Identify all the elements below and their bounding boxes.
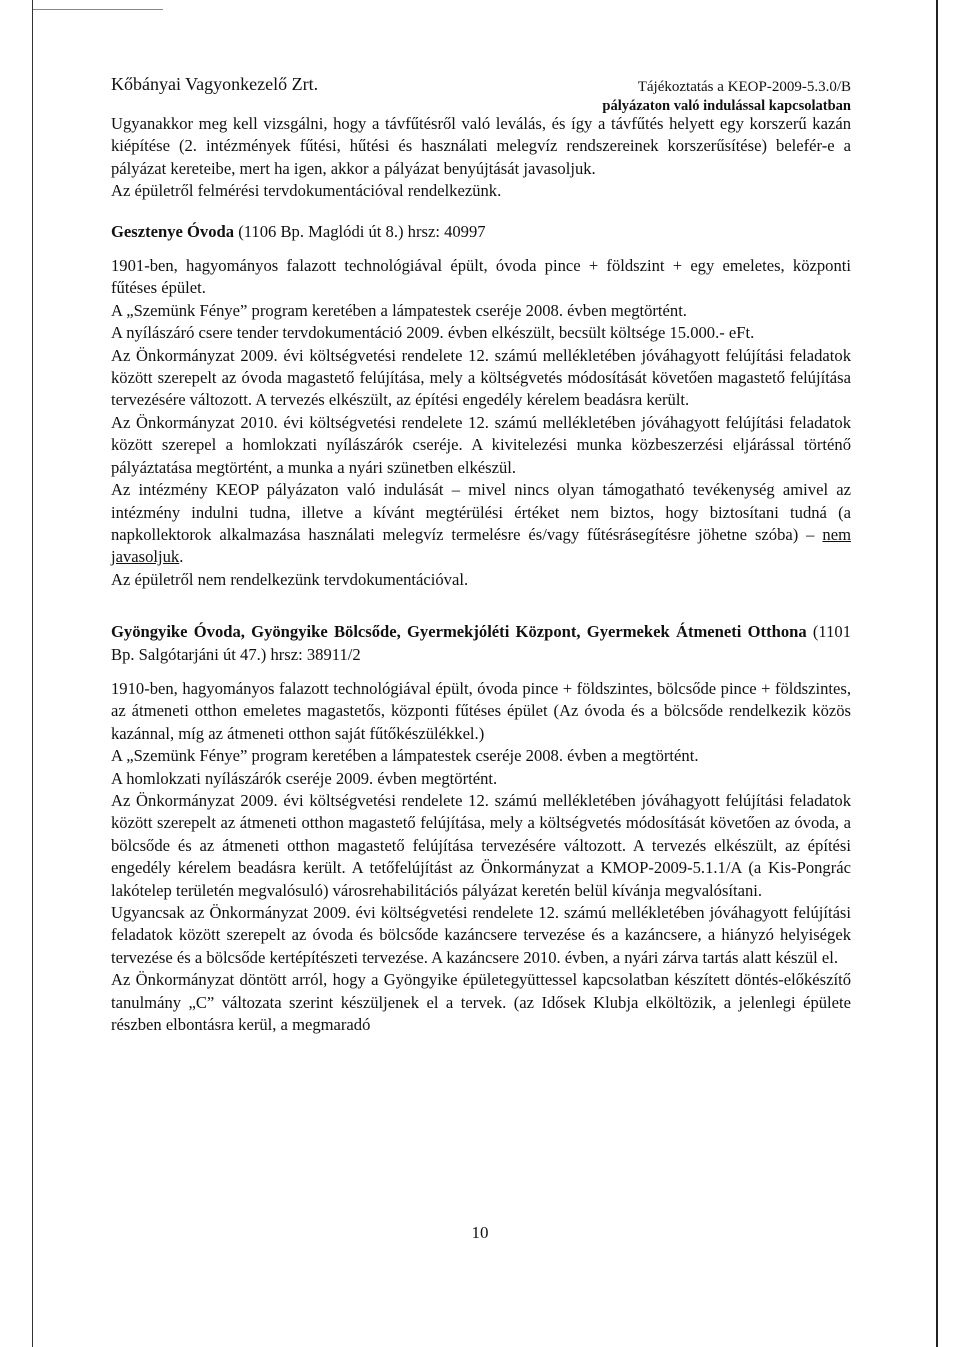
keop-recommendation: nem javasoljuk	[111, 524, 851, 567]
section2-paragraph: A „Szemünk Fénye” program keretében a lámpatestek cseréje 2008. évben a megtörtént.	[111, 746, 699, 766]
page-number: 10	[471, 1223, 489, 1242]
header-doc-line1: Tájékoztatás a KEOP-2009-5.3.0/B	[637, 79, 851, 95]
section2-title: Gyöngyike Óvoda, Gyöngyike Bölcsőde, Gyermekjóléti Központ, Gyermekek Átmeneti Otthona	[111, 622, 807, 642]
document-body	[111, 113, 851, 1036]
intro-survey-note: Az épületről felmérési tervdokumentációval rendelkezünk.	[111, 181, 502, 201]
section1-paragraph: Az Önkormányzat 2009. évi költségvetési rendelete 12. számú mellékletében jóváhagyott felújítási feladatok között szerepelt az óvoda magastető felújítása, mely a költségvetés módosítását követően magastető felújítása tervezésére változott. A tervezés elkészült, az építési engedély kérelem beadásra került.	[111, 345, 851, 410]
section2-paragraph: 1910-ben, hagyományos falazott technológiával épült, óvoda pince + földszintes, bölcsőde pince + földszintes, az átmeneti otthon emeletes magastetős, központi fűtéses épület (Az óvoda és a bölcsőde rendelkezik közös kazánnal, míg az átmeneti otthon saját fűtőkészülékkel.)	[111, 678, 851, 743]
section1-paragraph: 1901-ben, hagyományos falazott technológiával épült, óvoda pince + földszint + egy emeletes, központi fűtéses épület.	[111, 256, 851, 298]
keop-text: Az intézmény KEOP pályázaton való indulását – mivel nincs olyan támogatható tevékenység amivel az intézmény indulni tudna, illetve a kívánt megtérülési értéket nem biztos, hogy biztosítani tudná (a napkollektorok alkalmazása használati melegvíz termelésre és/vagy fűtésrásegítésre jöhetne szóba) –	[111, 480, 851, 544]
header-doc-title	[602, 78, 851, 116]
section2-paragraph: Az Önkormányzat döntött arról, hogy a Gyöngyike épületegyüttessel kapcsolatban készített döntés-előkészítő tanulmány „C” változata szerint készüljenek el a tervek. (az Idősek Klubja elköltözik, a jelenlegi épülete részben elbontásra kerül, a megmaradó	[111, 970, 851, 1035]
section1-title: Gesztenye Óvoda	[111, 221, 235, 241]
top-rule	[33, 9, 163, 10]
section2-address: (1101 Bp. Salgótarjáni út 47.) hrsz: 38911/2	[111, 622, 851, 664]
keop-end: .	[179, 547, 184, 567]
section1-paragraph: A „Szemünk Fénye” program keretében a lámpatestek cseréje 2008. évben megtörtént.	[111, 300, 687, 320]
right-border	[936, 0, 938, 1347]
page	[32, 0, 950, 1347]
section2-heading	[111, 621, 851, 666]
section2-paragraph: A homlokzati nyílászárók cseréje 2009. évben megtörtént.	[111, 768, 498, 788]
section2-paragraph: Az Önkormányzat 2009. évi költségvetési rendelete 12. számú mellékletében jóváhagyott felújítási feladatok között szerepelt az átmeneti otthon magastető felújítása, mely a költségvetés módosítását követően az óvoda, a bölcsőde és az átmeneti otthon magastető felújítása tervezésére változott. A tervezés elkészült, az építési engedély kérelem beadásra került. A tetőfelújítást az Önkormányzat a KMOP-2009-5.1.1/A (a Kis-Pongrác lakótelep területén megvalósuló) városrehabilitációs pályázat keretén belül kívánja megvalósítani.	[111, 790, 851, 900]
section1-paragraph: Az Önkormányzat 2010. évi költségvetési rendelete 12. számú mellékletében jóváhagyott felújítási feladatok között szerepel a homlokzati nyílászárók cseréje. A kivitelezési munka közbeszerzési eljárással történő pályáztatása megtörtént, a munka a nyári szünetben elkészül.	[111, 412, 851, 477]
section1-paragraph: A nyílászáró csere tender tervdokumentáció 2009. évben elkészült, becsült költsége 15.000.- eFt.	[111, 323, 755, 343]
section1-heading	[111, 221, 851, 243]
section1-address: (1106 Bp. Maglódi út 8.) hrsz: 40997	[234, 221, 486, 241]
header-org: Kőbányai Vagyonkezelő Zrt.	[111, 74, 319, 94]
header-doc-line2: pályázaton való indulással kapcsolatban	[602, 98, 851, 114]
section2-paragraph: Ugyancsak az Önkormányzat 2009. évi költségvetési rendelete 12. számú mellékletében jóváhagyott felújítási feladatok között szerepelt az óvoda és bölcsőde kazáncsere tervezése és a kazáncsere, a hiányzó helyiségek tervezése és a bölcsőde kertépítészeti tervezése. A kazáncsere 2010. évben, a nyári zárva tartás alatt készül el.	[111, 903, 851, 967]
section1-keop-paragraph	[111, 479, 851, 569]
section1-closing: Az épületről nem rendelkezünk tervdokumentációval.	[111, 569, 469, 589]
intro-paragraph: Ugyanakkor meg kell vizsgálni, hogy a távfűtésről való leválás, és így a távfűtés helyett egy korszerű kazán kiépítése (2. intézmények fűtési, hűtési és használati melegvíz rendszereinek korszerűsítése) belefér-e a pályázat kereteibe, mert ha igen, akkor a pályázat benyújtását javasoljuk.	[111, 114, 851, 178]
